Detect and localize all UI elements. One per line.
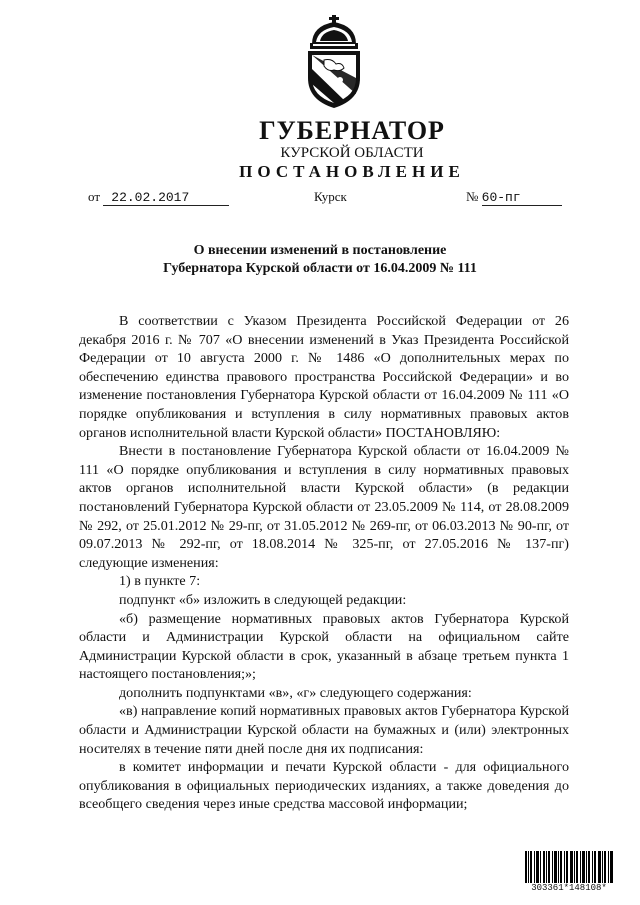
shield-icon — [308, 51, 360, 108]
document-date: 22.02.2017 — [103, 190, 229, 206]
paragraph-add-subitems: дополнить подпунктами «в», «г» следующего содержания: — [119, 684, 472, 701]
paragraph-preamble: В соответствии с Указом Президента Российской Федерации от 26 декабря 2016 г. № 707 «О внесении изменений в Указ Президента Российской Федерации от 10 августа 2000 г. № 1486 «О дополнительных мерах по обеспечению единства правового пространства Российской Федерации» и во изменение постановления Губернатора Курской области от 16.04.2009 № 111 «О порядке опубликования и вступления в силу нормативных правовых актов органов исполнительной власти Курской области» ПОСТАНОВЛЯЮ: — [79, 313, 569, 441]
document-city: Курск — [314, 189, 347, 204]
document-number: 60-пг — [482, 190, 562, 206]
barcode-number: 303361*148108* — [525, 883, 613, 893]
date-block — [88, 189, 229, 206]
paragraph-subitem-v: «в) направление копий нормативных правовых актов Губернатора Курской области и Администрации Курской области на бумажных и (или) электронных носителях в течение пяти дней после дня их подписания: — [79, 703, 569, 757]
barcode-bars-icon — [525, 851, 613, 883]
paragraph-committee: в комитет информации и печати Курской области - для официального опубликования в официальных периодических изданиях, а также доведения до всеобщего сведения через иные средства массовой информации; — [79, 759, 569, 813]
subject-line-1: О внесении изменений в постановление — [193, 243, 447, 258]
document-body — [79, 312, 569, 814]
issuer-region: КУРСКОЙ ОБЛАСТИ — [280, 145, 424, 161]
subject-line-2: Губернатора Курской области от 16.04.2009 № 111 — [163, 261, 477, 276]
coat-of-arms-emblem — [298, 14, 370, 110]
date-prefix: от — [88, 189, 101, 204]
paragraph-subitem-b: «б) размещение нормативных правовых актов Губернатора Курской области и Администрации Курской области на официальном сайте Администрации Курской области в срок, указанный в абзаце третьем пункта 1 настоящего постановления;»; — [79, 610, 569, 683]
crown-icon — [310, 15, 358, 49]
number-block — [466, 189, 562, 206]
paragraph-amendment: Внести в постановление Губернатора Курской области от 16.04.2009 № 111 «О порядке опубликования и вступления в силу нормативных правовых актов органов исполнительной власти Курской области» (в редакции постановлений Губернатора Курской области от 23.05.2009 № 114, от 28.08.2009 № 292, от 25.01.2012 № 29-пг, от 31.05.2012 № 269-пг, от 06.03.2013 № 90-пг, от 09.07.2013 № 292-пг, от 18.08.2014 № 325-пг, от 27.05.2016 № 137-пг) следующие изменения: — [79, 443, 569, 571]
paragraph-subitem-b-intro: подпункт «б» изложить в следующей редакции: — [119, 591, 407, 608]
document-type: ПОСТАНОВЛЕНИЕ — [239, 162, 465, 181]
barcode — [525, 851, 613, 893]
number-prefix: № — [466, 189, 479, 204]
paragraph-item-1: 1) в пункте 7: — [119, 573, 201, 590]
document-subject — [0, 242, 640, 278]
issuer-title: ГУБЕРНАТОР — [259, 116, 445, 145]
